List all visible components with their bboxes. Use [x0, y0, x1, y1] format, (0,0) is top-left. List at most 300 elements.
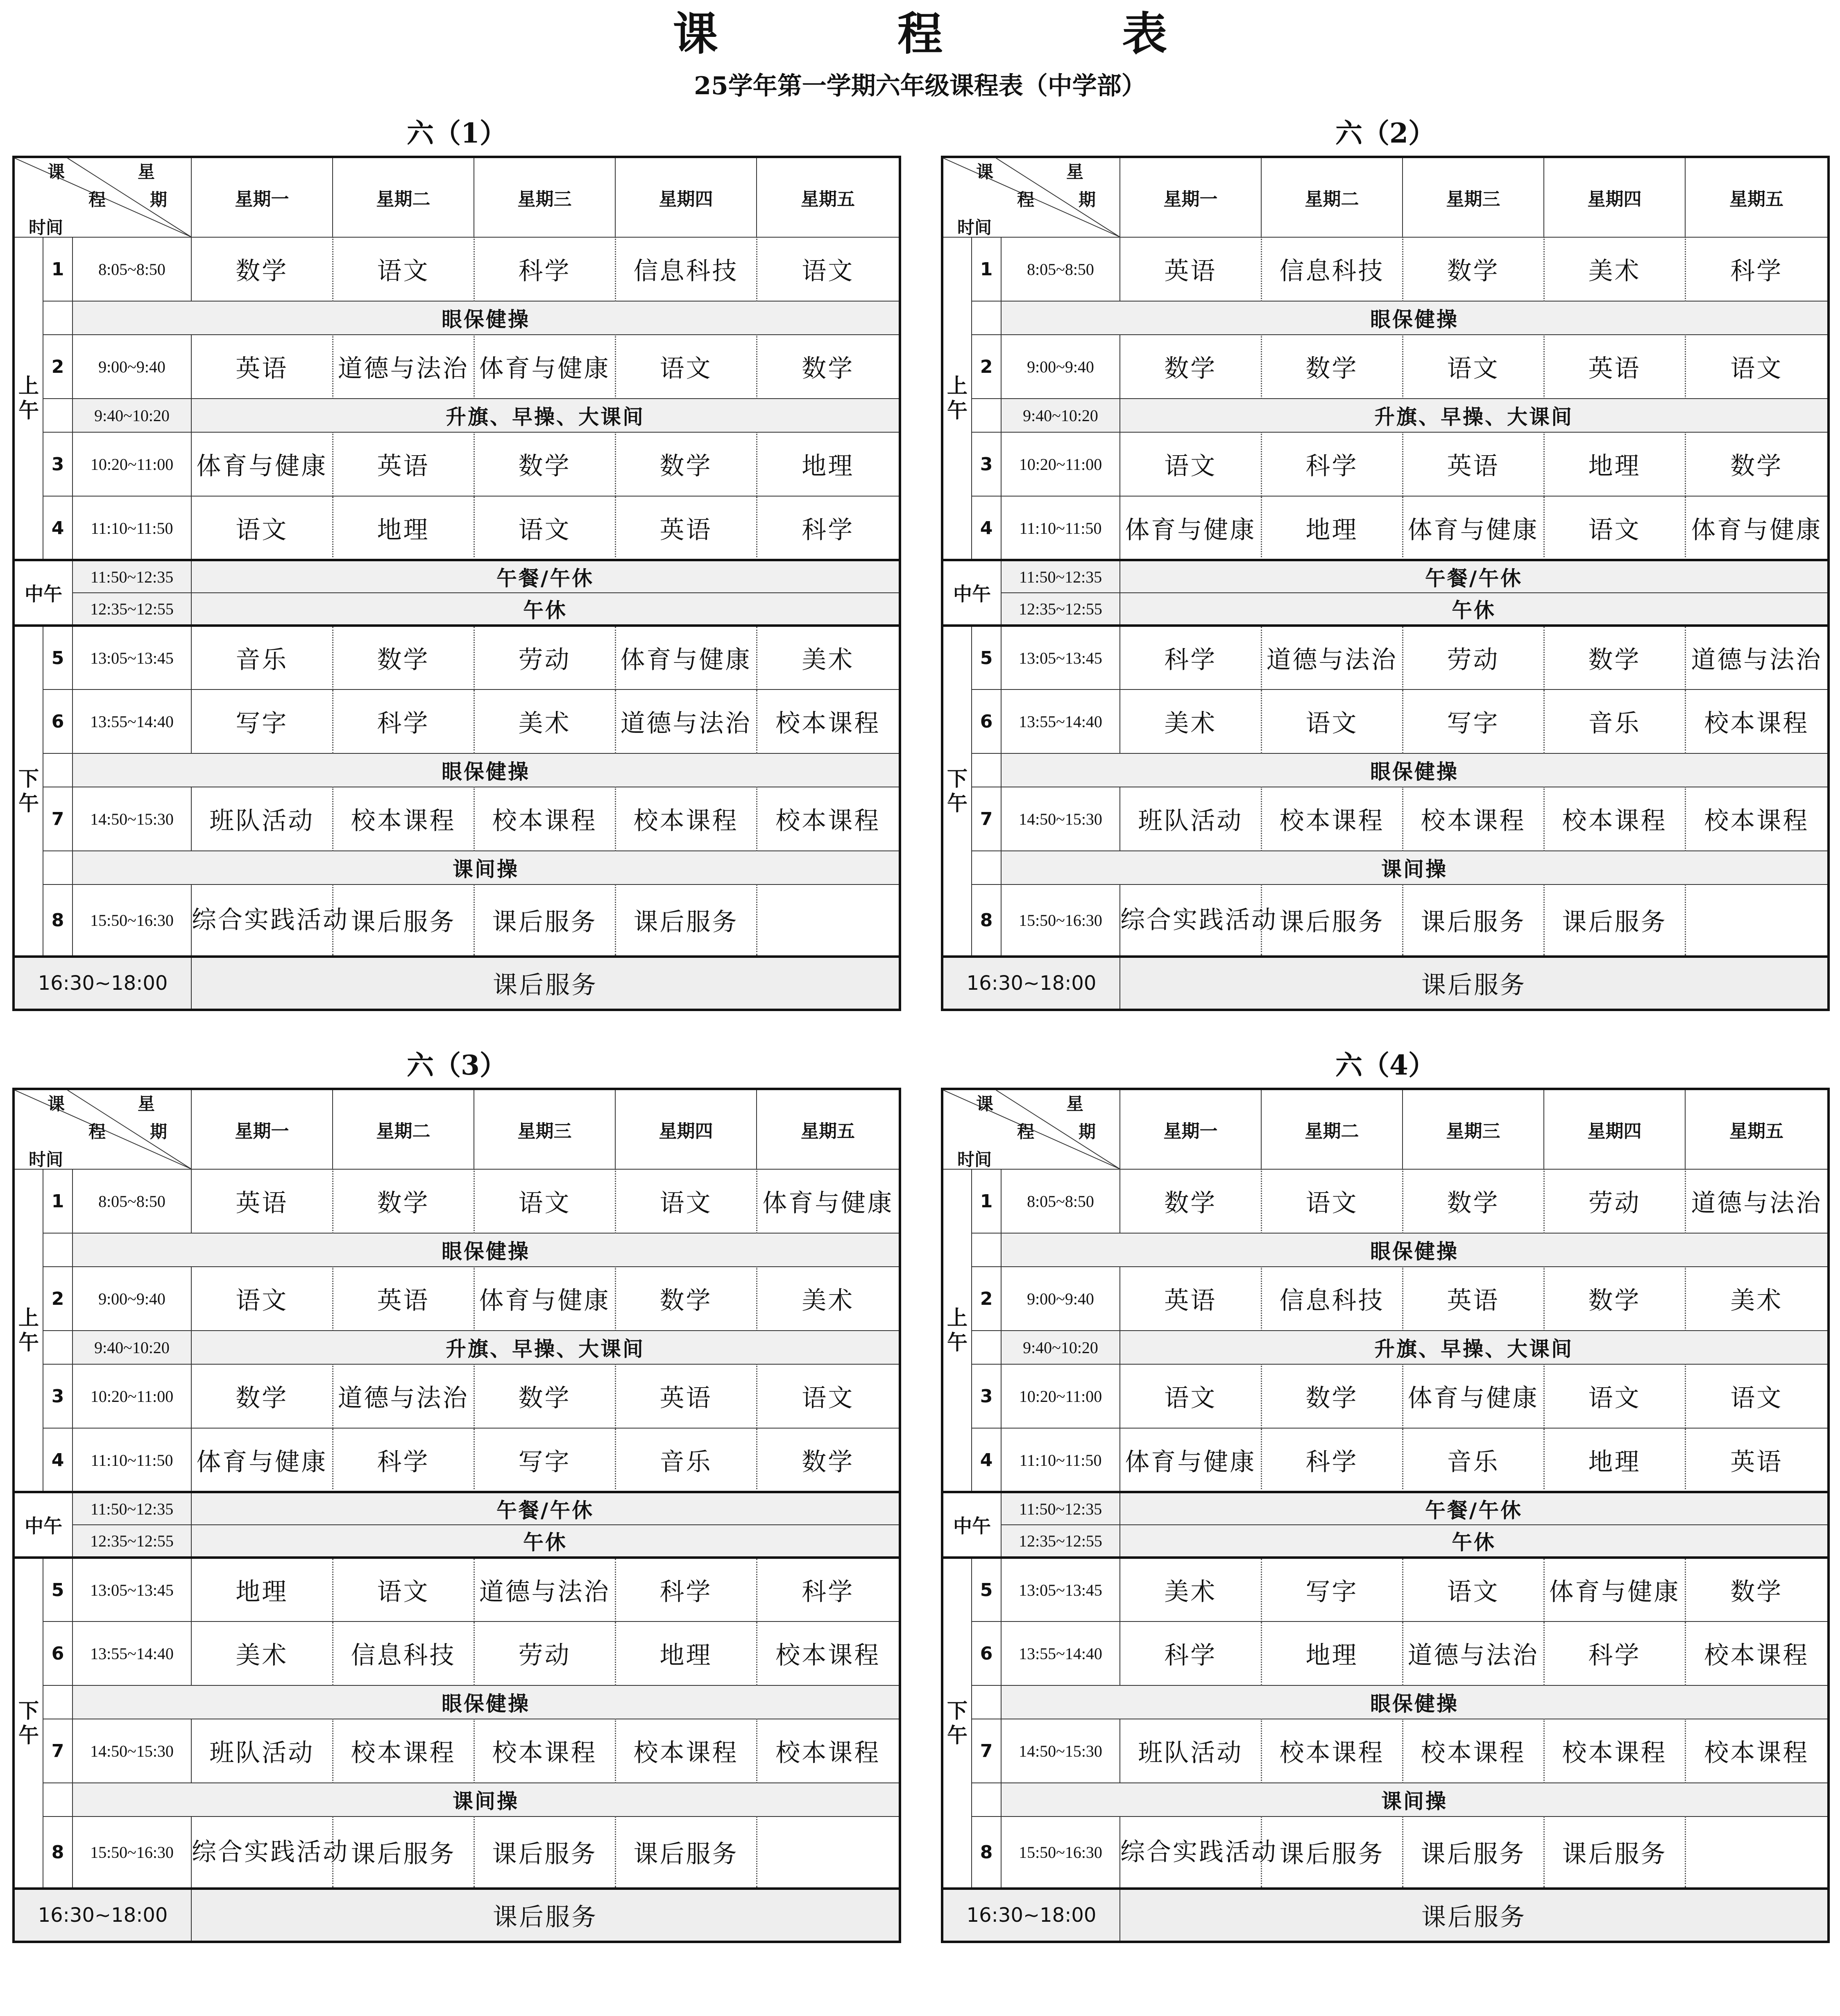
period-number-blank: [972, 1783, 1001, 1816]
period-number: 1: [43, 237, 73, 301]
lesson-cell: 课后服务: [333, 1816, 474, 1889]
break-row: [942, 1685, 1829, 1719]
lesson-cell: 数学: [1403, 237, 1544, 301]
day-header: 星期三: [1403, 157, 1544, 237]
noon-label: 中午: [14, 560, 73, 626]
period-time: 14:50~15:30: [73, 787, 191, 851]
day-header: 星期五: [1685, 1089, 1829, 1169]
lesson-cell: 语文: [1685, 335, 1829, 399]
lesson-cell: 数学: [1544, 626, 1685, 689]
lesson-cell: 体育与健康: [1120, 496, 1261, 560]
lunch-band: 午餐/午休: [1120, 1492, 1829, 1525]
lesson-cell: 课后服务: [1544, 884, 1685, 957]
break-time: 9:40~10:20: [73, 399, 191, 432]
break-time: 9:40~10:20: [1001, 1331, 1120, 1364]
corner-time: 时间: [957, 218, 992, 238]
period-number: 7: [43, 1719, 73, 1783]
day-header: 星期一: [191, 157, 333, 237]
eye-exercise-band: 眼保健操: [1001, 1685, 1829, 1719]
lesson-cell: 综合实践活动: [191, 1816, 333, 1889]
corner-xing: 星: [138, 162, 155, 182]
break-row: [14, 753, 900, 787]
period-number: 6: [43, 689, 73, 753]
period-number: 5: [43, 1558, 73, 1621]
lesson-cell: 英语: [333, 1267, 474, 1331]
lesson-cell: 音乐: [1544, 689, 1685, 753]
lesson-cell: 课后服务: [1261, 1816, 1403, 1889]
lesson-cell: 体育与健康: [1403, 1364, 1544, 1428]
period-time: 13:55~14:40: [73, 1621, 191, 1685]
lesson-cell: 写字: [474, 1428, 615, 1492]
nap-time: 12:35~12:55: [1001, 593, 1120, 626]
period-number: 3: [43, 432, 73, 496]
period-number: 2: [972, 335, 1001, 399]
break-exercise-band: 课间操: [73, 851, 900, 884]
day-header: 星期二: [1261, 1089, 1403, 1169]
period-row: [14, 335, 900, 399]
lesson-cell: 校本课程: [1685, 1621, 1829, 1685]
lesson-cell: 科学: [333, 689, 474, 753]
day-header: 星期一: [1120, 1089, 1261, 1169]
flag-break-band: 升旗、早操、大课间: [1120, 399, 1829, 432]
period-number-blank: [43, 851, 73, 884]
after-school-row: [14, 1889, 900, 1942]
timetable-grid: [12, 1088, 901, 1943]
lesson-cell: 校本课程: [1403, 1719, 1544, 1783]
afternoon-label: 下 午: [942, 626, 972, 957]
nap-band: 午休: [1120, 593, 1829, 626]
period-number: 5: [43, 626, 73, 689]
break-row: [14, 399, 900, 432]
lesson-cell: 地理: [1544, 1428, 1685, 1492]
lesson-cell: 地理: [333, 496, 474, 560]
break-row: [14, 1331, 900, 1364]
lesson-cell: 英语: [1120, 237, 1261, 301]
period-time: 13:55~14:40: [1001, 689, 1120, 753]
period-time: 8:05~8:50: [73, 1169, 191, 1233]
lesson-cell: 校本课程: [1544, 1719, 1685, 1783]
lesson-cell: 语文: [615, 335, 757, 399]
period-number-blank: [43, 1233, 73, 1267]
flag-break-band: 升旗、早操、大课间: [191, 399, 900, 432]
lesson-cell: 校本课程: [1685, 689, 1829, 753]
lesson-cell: 道德与法治: [333, 335, 474, 399]
lesson-cell: 校本课程: [1261, 787, 1403, 851]
page-subtitle: 25学年第一学期六年级课程表（中学部）: [694, 72, 1146, 100]
noon-row: [14, 560, 900, 593]
lesson-cell: 体育与健康: [1403, 496, 1544, 560]
lesson-cell: 语文: [1544, 496, 1685, 560]
period-row: [14, 1558, 900, 1621]
period-row: [14, 787, 900, 851]
class-name: 六（4）: [1335, 1049, 1435, 1081]
lesson-cell: 班队活动: [191, 787, 333, 851]
period-number-blank: [972, 1233, 1001, 1267]
period-row: [14, 1169, 900, 1233]
period-time: 11:10~11:50: [1001, 496, 1120, 560]
morning-label: 上 午: [942, 237, 972, 560]
period-number: 4: [972, 1428, 1001, 1492]
lesson-cell: 数学: [615, 432, 757, 496]
period-row: [14, 626, 900, 689]
corner-qi: 期: [1079, 190, 1096, 210]
period-time: 9:00~9:40: [73, 1267, 191, 1331]
lesson-cell: 课后服务: [474, 884, 615, 957]
lunch-time: 11:50~12:35: [1001, 560, 1120, 593]
break-row: [14, 1783, 900, 1816]
corner-xing: 星: [1066, 162, 1084, 182]
lesson-cell: 校本课程: [757, 689, 900, 753]
lesson-cell: 科学: [1120, 626, 1261, 689]
eye-exercise-band: 眼保健操: [1001, 301, 1829, 335]
period-number: 3: [972, 432, 1001, 496]
lesson-cell: 课后服务: [1261, 884, 1403, 957]
period-time: 10:20~11:00: [1001, 1364, 1120, 1428]
lesson-cell: 校本课程: [757, 787, 900, 851]
lesson-cell: 班队活动: [1120, 1719, 1261, 1783]
lunch-band: 午餐/午休: [191, 560, 900, 593]
period-time: 15:50~16:30: [73, 1816, 191, 1889]
period-row: [14, 1267, 900, 1331]
day-header: 星期四: [615, 157, 757, 237]
period-number: 2: [43, 1267, 73, 1331]
lesson-cell: 班队活动: [191, 1719, 333, 1783]
day-header: 星期三: [474, 1089, 615, 1169]
period-number: 6: [972, 1621, 1001, 1685]
period-time: 9:00~9:40: [1001, 1267, 1120, 1331]
period-time: 14:50~15:30: [73, 1719, 191, 1783]
lesson-cell: 语文: [191, 496, 333, 560]
lesson-cell: 音乐: [1403, 1428, 1544, 1492]
period-number-blank: [972, 851, 1001, 884]
lesson-cell: 数学: [333, 1169, 474, 1233]
period-time: 13:05~13:45: [1001, 626, 1120, 689]
day-header: 星期一: [191, 1089, 333, 1169]
period-row: [942, 1558, 1829, 1621]
after-school-row: [942, 1889, 1829, 1942]
period-number-blank: [972, 301, 1001, 335]
corner-cheng: 程: [88, 190, 106, 210]
lesson-cell: 语文: [757, 237, 900, 301]
period-time: 10:20~11:00: [73, 1364, 191, 1428]
lesson-cell: 科学: [1261, 432, 1403, 496]
lesson-cell: 校本课程: [1685, 787, 1829, 851]
lesson-cell: [1685, 1816, 1829, 1889]
lesson-cell: 科学: [615, 1558, 757, 1621]
period-time: 15:50~16:30: [1001, 884, 1120, 957]
nap-band: 午休: [191, 593, 900, 626]
period-number-blank: [43, 753, 73, 787]
lesson-cell: 语文: [333, 1558, 474, 1621]
lesson-cell: 数学: [1685, 432, 1829, 496]
nap-time: 12:35~12:55: [73, 1525, 191, 1558]
corner-xing: 星: [1066, 1094, 1084, 1114]
after-school-band: 课后服务: [191, 1889, 900, 1942]
period-row: [14, 689, 900, 753]
period-number-blank: [972, 1685, 1001, 1719]
period-time: 11:10~11:50: [73, 1428, 191, 1492]
lesson-cell: 综合实践活动: [1120, 884, 1261, 957]
day-header: 星期五: [757, 157, 900, 237]
nap-time: 12:35~12:55: [1001, 1525, 1120, 1558]
period-row: [942, 884, 1829, 957]
period-number: 1: [972, 1169, 1001, 1233]
lesson-cell: 校本课程: [333, 1719, 474, 1783]
after-school-time: 16:30~18:00: [942, 957, 1120, 1010]
lesson-cell: 英语: [1685, 1428, 1829, 1492]
period-number: 4: [43, 1428, 73, 1492]
break-time: 9:40~10:20: [1001, 399, 1120, 432]
lesson-cell: 英语: [615, 496, 757, 560]
lesson-cell: 英语: [1120, 1267, 1261, 1331]
lesson-cell: 综合实践活动: [1120, 1816, 1261, 1889]
lesson-cell: 科学: [757, 496, 900, 560]
noon-row: [14, 593, 900, 626]
lesson-cell: 数学: [1403, 1169, 1544, 1233]
lesson-cell: 道德与法治: [474, 1558, 615, 1621]
lesson-cell: 地理: [615, 1621, 757, 1685]
lesson-cell: 校本课程: [1544, 787, 1685, 851]
period-number: 3: [972, 1364, 1001, 1428]
lesson-cell: 体育与健康: [191, 432, 333, 496]
lesson-cell: 科学: [1685, 237, 1829, 301]
lesson-cell: 体育与健康: [1120, 1428, 1261, 1492]
noon-row: [942, 593, 1829, 626]
lesson-cell: 科学: [333, 1428, 474, 1492]
flag-break-band: 升旗、早操、大课间: [191, 1331, 900, 1364]
noon-label: 中午: [942, 1492, 1001, 1558]
noon-row: [14, 1492, 900, 1525]
after-school-time: 16:30~18:00: [14, 1889, 191, 1942]
lesson-cell: 课后服务: [615, 884, 757, 957]
period-number-blank: [43, 1685, 73, 1719]
lesson-cell: 英语: [191, 1169, 333, 1233]
break-row: [14, 301, 900, 335]
morning-label: 上 午: [14, 1169, 43, 1492]
corner-ke: 课: [48, 1094, 65, 1114]
lunch-time: 11:50~12:35: [1001, 1492, 1120, 1525]
corner-ke: 课: [48, 162, 65, 182]
lesson-cell: 数学: [757, 1428, 900, 1492]
period-row: [942, 626, 1829, 689]
header-row: [942, 157, 1829, 237]
period-time: 8:05~8:50: [1001, 1169, 1120, 1233]
period-row: [942, 1621, 1829, 1685]
lesson-cell: 科学: [474, 237, 615, 301]
corner-cheng: 程: [1017, 190, 1035, 210]
period-number-blank: [43, 1331, 73, 1364]
period-row: [942, 1169, 1829, 1233]
lesson-cell: 数学: [1261, 1364, 1403, 1428]
lesson-cell: 英语: [615, 1364, 757, 1428]
period-number-blank: [972, 753, 1001, 787]
noon-row: [942, 560, 1829, 593]
lesson-cell: 美术: [1120, 689, 1261, 753]
period-time: 10:20~11:00: [1001, 432, 1120, 496]
day-header: 星期五: [757, 1089, 900, 1169]
lesson-cell: 语文: [1544, 1364, 1685, 1428]
lesson-cell: 语文: [474, 1169, 615, 1233]
lesson-cell: 语文: [615, 1169, 757, 1233]
lesson-cell: 英语: [1403, 1267, 1544, 1331]
after-school-row: [942, 957, 1829, 1010]
period-number: 7: [972, 1719, 1001, 1783]
after-school-time: 16:30~18:00: [942, 1889, 1120, 1942]
eye-exercise-band: 眼保健操: [73, 1685, 900, 1719]
period-row: [14, 1719, 900, 1783]
noon-label: 中午: [14, 1492, 73, 1558]
period-number: 2: [43, 335, 73, 399]
nap-band: 午休: [1120, 1525, 1829, 1558]
lesson-cell: 语文: [474, 496, 615, 560]
day-header: 星期二: [333, 157, 474, 237]
lesson-cell: 数学: [191, 237, 333, 301]
break-row: [14, 1685, 900, 1719]
period-row: [942, 1428, 1829, 1492]
period-row: [942, 1364, 1829, 1428]
corner-header: [942, 1089, 1120, 1169]
lesson-cell: 信息科技: [333, 1621, 474, 1685]
period-time: 10:20~11:00: [73, 432, 191, 496]
lesson-cell: 信息科技: [1261, 1267, 1403, 1331]
eye-exercise-band: 眼保健操: [73, 301, 900, 335]
day-header: 星期三: [474, 157, 615, 237]
period-time: 15:50~16:30: [1001, 1816, 1120, 1889]
corner-time: 时间: [957, 1150, 992, 1170]
lesson-cell: 地理: [1261, 1621, 1403, 1685]
period-row: [942, 1816, 1829, 1889]
lesson-cell: 道德与法治: [1403, 1621, 1544, 1685]
period-time: 13:55~14:40: [1001, 1621, 1120, 1685]
lesson-cell: 美术: [1685, 1267, 1829, 1331]
period-number: 8: [43, 884, 73, 957]
lesson-cell: 数学: [191, 1364, 333, 1428]
period-row: [942, 1267, 1829, 1331]
period-row: [14, 1428, 900, 1492]
period-row: [942, 1719, 1829, 1783]
lesson-cell: 班队活动: [1120, 787, 1261, 851]
period-row: [14, 432, 900, 496]
corner-header: [942, 157, 1120, 237]
lesson-cell: 数学: [474, 1364, 615, 1428]
lesson-cell: 道德与法治: [1685, 626, 1829, 689]
afternoon-label: 下 午: [942, 1558, 972, 1889]
flag-break-band: 升旗、早操、大课间: [1120, 1331, 1829, 1364]
afternoon-label: 下 午: [14, 1558, 43, 1889]
day-header: 星期二: [333, 1089, 474, 1169]
lesson-cell: 道德与法治: [1685, 1169, 1829, 1233]
period-number: 8: [43, 1816, 73, 1889]
period-time: 9:00~9:40: [1001, 335, 1120, 399]
corner-header: [14, 1089, 191, 1169]
lesson-cell: 音乐: [191, 626, 333, 689]
period-time: 13:05~13:45: [73, 626, 191, 689]
after-school-band: 课后服务: [1120, 957, 1829, 1010]
lesson-cell: 科学: [1544, 1621, 1685, 1685]
period-row: [942, 237, 1829, 301]
lesson-cell: 课后服务: [615, 1816, 757, 1889]
lesson-cell: 数学: [474, 432, 615, 496]
corner-time: 时间: [29, 218, 63, 238]
lesson-cell: 音乐: [615, 1428, 757, 1492]
break-row: [14, 851, 900, 884]
header-row: [14, 1089, 900, 1169]
lesson-cell: 英语: [1544, 335, 1685, 399]
period-number: 5: [972, 626, 1001, 689]
corner-cheng: 程: [88, 1122, 106, 1142]
lesson-cell: 体育与健康: [1544, 1558, 1685, 1621]
lesson-cell: 英语: [333, 432, 474, 496]
lesson-cell: 地理: [1544, 432, 1685, 496]
lesson-cell: 校本课程: [474, 787, 615, 851]
lesson-cell: 校本课程: [757, 1621, 900, 1685]
lesson-cell: 体育与健康: [474, 1267, 615, 1331]
period-number: 6: [43, 1621, 73, 1685]
lesson-cell: 道德与法治: [615, 689, 757, 753]
lesson-cell: 语文: [1685, 1364, 1829, 1428]
break-exercise-band: 课间操: [73, 1783, 900, 1816]
lesson-cell: 数学: [1120, 1169, 1261, 1233]
noon-row: [942, 1525, 1829, 1558]
noon-label: 中午: [942, 560, 1001, 626]
period-time: 13:05~13:45: [1001, 1558, 1120, 1621]
period-number: 4: [43, 496, 73, 560]
lesson-cell: 课后服务: [1403, 1816, 1544, 1889]
lesson-cell: 道德与法治: [333, 1364, 474, 1428]
lesson-cell: 体育与健康: [615, 626, 757, 689]
lesson-cell: 课后服务: [1544, 1816, 1685, 1889]
lesson-cell: 数学: [333, 626, 474, 689]
lesson-cell: 语文: [1403, 335, 1544, 399]
lesson-cell: 语文: [757, 1364, 900, 1428]
lesson-cell: 信息科技: [615, 237, 757, 301]
break-row: [942, 1783, 1829, 1816]
lesson-cell: 数学: [1120, 335, 1261, 399]
lesson-cell: 写字: [191, 689, 333, 753]
break-row: [942, 399, 1829, 432]
lesson-cell: 劳动: [1403, 626, 1544, 689]
lesson-cell: 数学: [1685, 1558, 1829, 1621]
class-name: 六（1）: [407, 117, 507, 149]
break-time: 9:40~10:20: [73, 1331, 191, 1364]
period-number: 6: [972, 689, 1001, 753]
morning-label: 上 午: [942, 1169, 972, 1492]
class-name: 六（3）: [407, 1049, 507, 1081]
break-row: [942, 1331, 1829, 1364]
corner-qi: 期: [150, 1122, 168, 1142]
timetable-grid: [941, 156, 1830, 1011]
period-time: 13:55~14:40: [73, 689, 191, 753]
lesson-cell: [1685, 884, 1829, 957]
lesson-cell: 美术: [191, 1621, 333, 1685]
period-row: [14, 1364, 900, 1428]
nap-time: 12:35~12:55: [73, 593, 191, 626]
lesson-cell: 语文: [1120, 1364, 1261, 1428]
lesson-cell: 语文: [1120, 432, 1261, 496]
lesson-cell: 美术: [474, 689, 615, 753]
lesson-cell: 数学: [615, 1267, 757, 1331]
noon-row: [942, 1492, 1829, 1525]
day-header: 星期四: [1544, 157, 1685, 237]
timetable-grid: [941, 1088, 1830, 1943]
lesson-cell: 劳动: [474, 626, 615, 689]
period-number: 2: [972, 1267, 1001, 1331]
lesson-cell: 劳动: [1544, 1169, 1685, 1233]
corner-time: 时间: [29, 1150, 63, 1170]
period-row: [14, 1621, 900, 1685]
timetable-grid: [12, 156, 901, 1011]
lesson-cell: 科学: [1261, 1428, 1403, 1492]
